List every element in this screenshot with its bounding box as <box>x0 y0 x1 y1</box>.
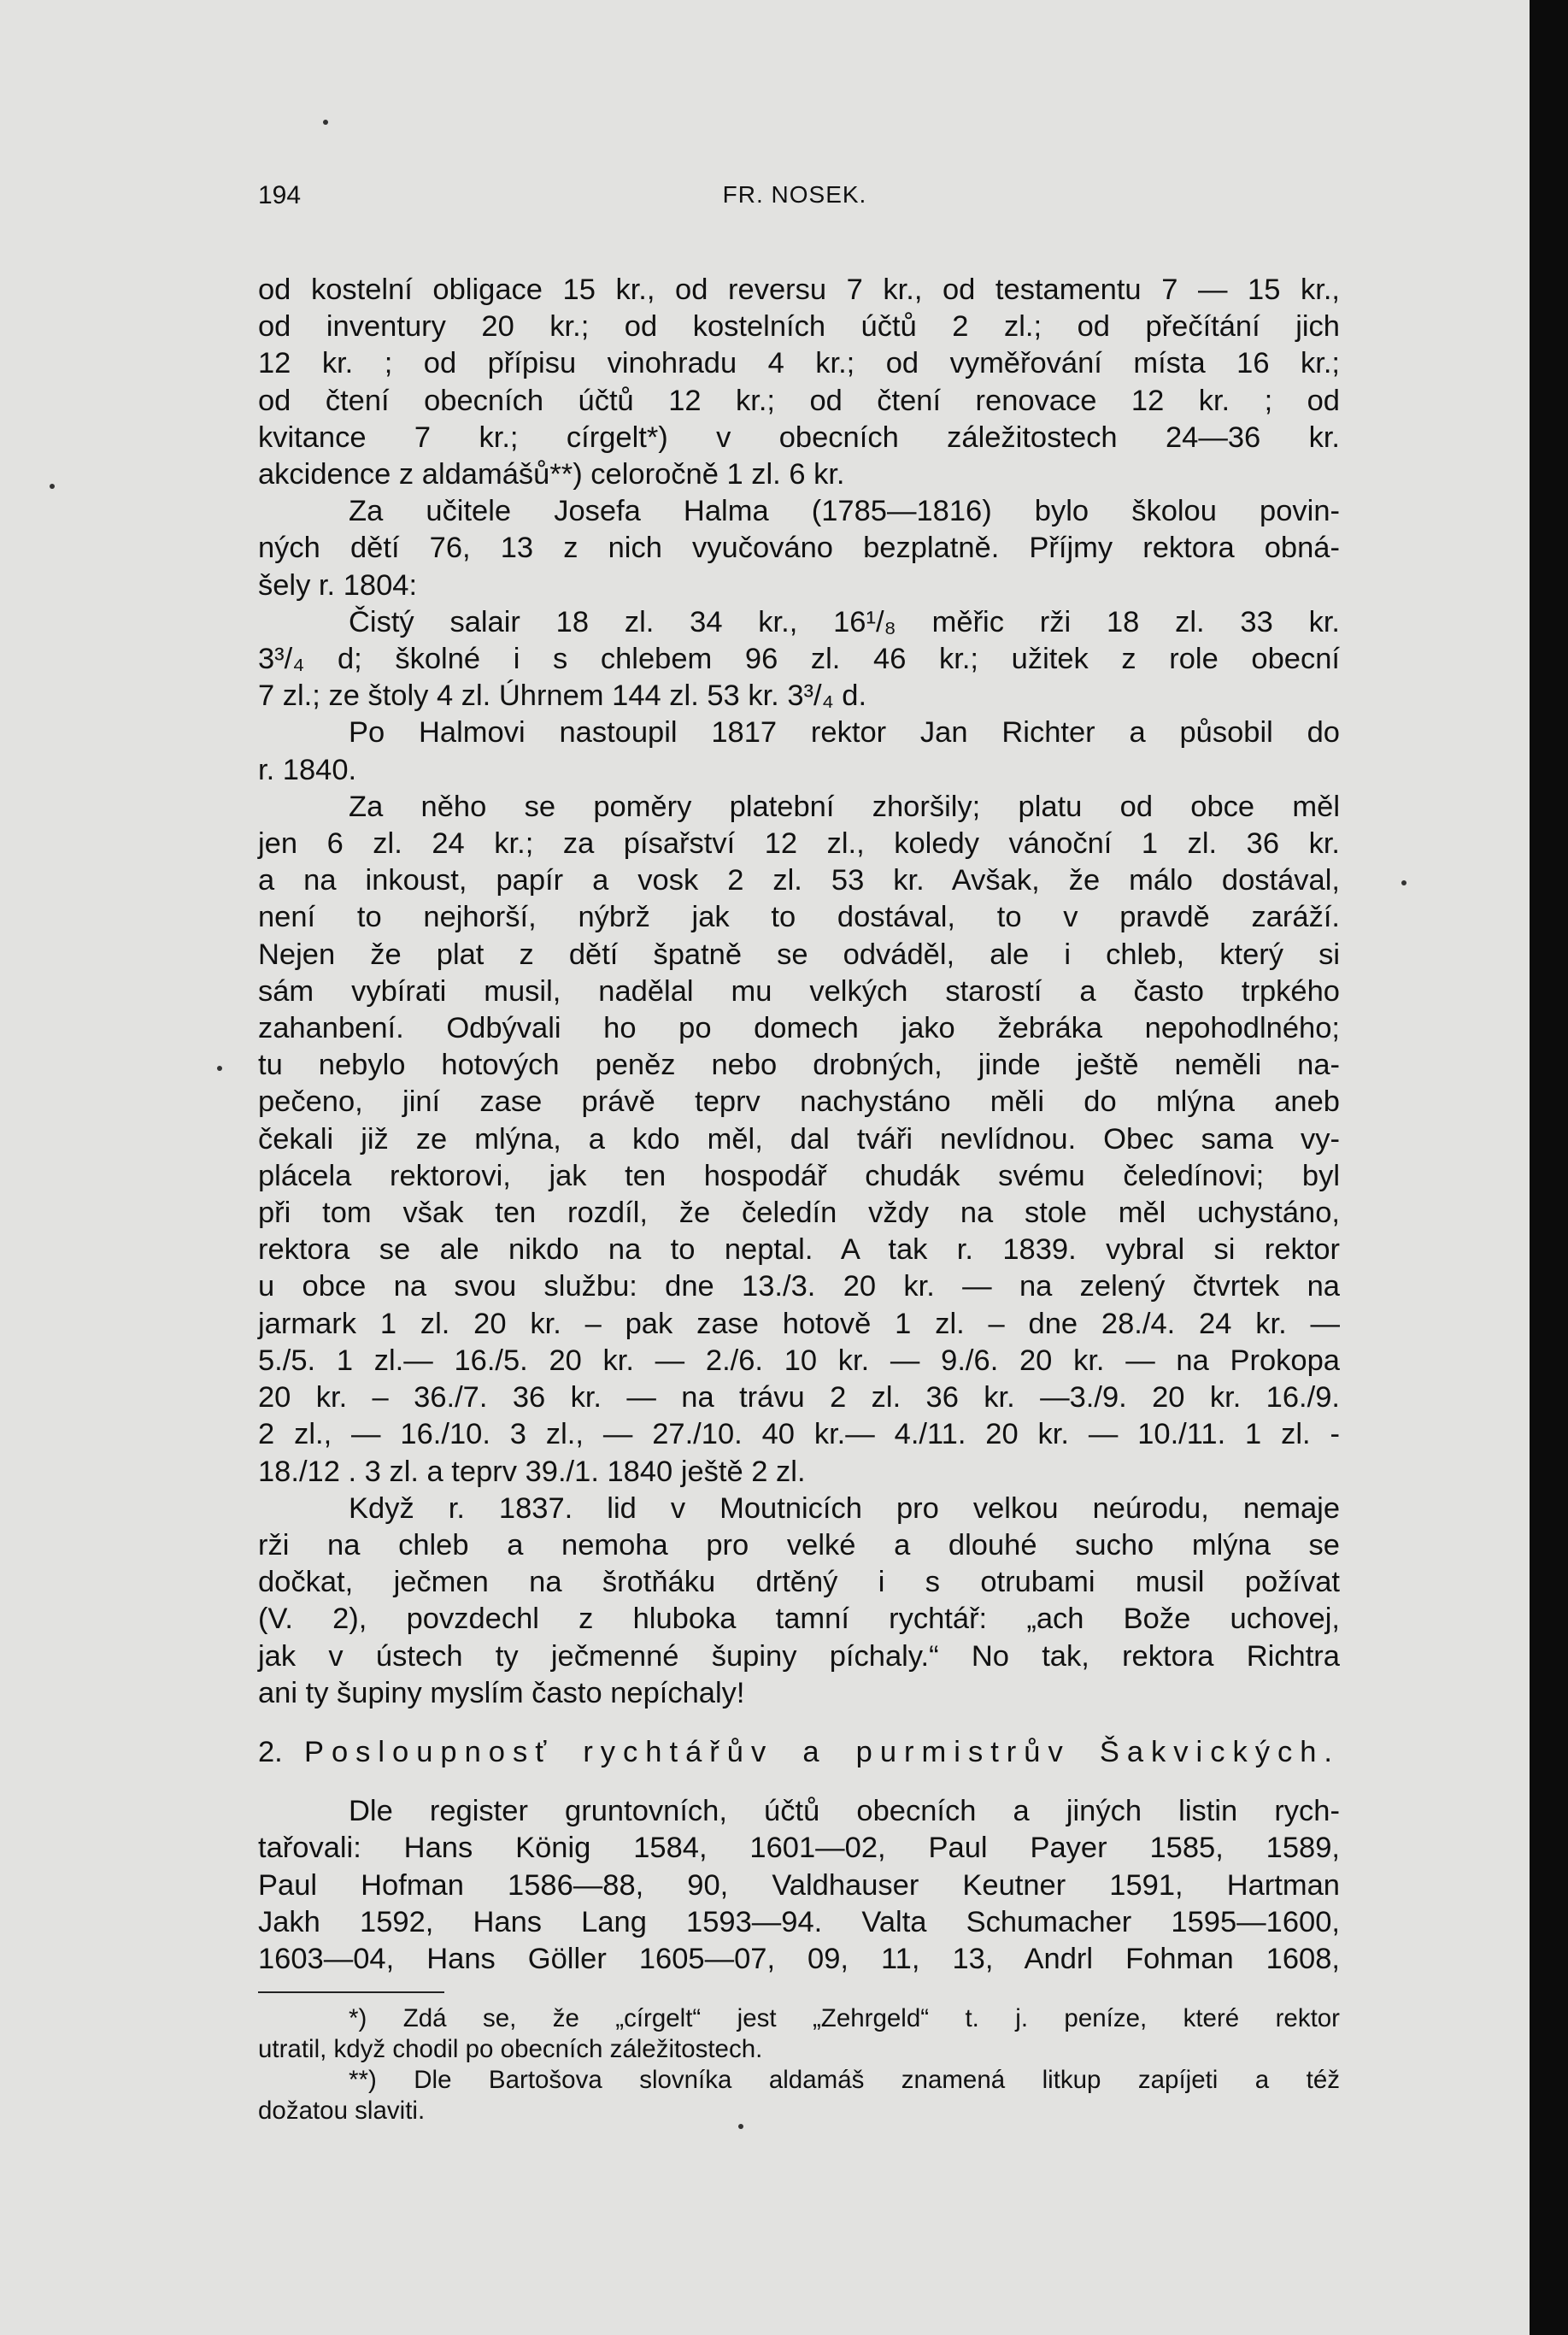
text-line: zahanbení. Odbývali ho po domech jako žebráka nepohodlného; <box>258 1012 1340 1045</box>
text-line: Za učitele Josefa Halma (1785—1816) bylo školou povin- <box>349 495 1340 528</box>
text-line: od čtení obecních účtů 12 kr.; od čtení renovace 12 kr. ; od <box>258 384 1340 417</box>
text-line: Paul Hofman 1586—88, 90, Valdhauser Keutner 1591, Hartman <box>258 1868 1340 1902</box>
text-line: Čistý salair 18 zl. 34 kr., 16¹/₈ měřic rži 18 zl. 33 kr. <box>349 605 1340 638</box>
text-line: dočkat, ječmen na šrotňáku drtěný i s otrubami musil požívat <box>258 1566 1340 1599</box>
text-line: (V. 2), povzdechl z hluboka tamní rychtář: „ach Bože uchovej, <box>258 1603 1340 1636</box>
section-heading <box>258 1734 1340 1771</box>
page-header <box>258 181 1331 215</box>
text-line: jak v ústech ty ječmenné šupiny píchaly.“ No tak, rektora Richtra <box>258 1639 1340 1673</box>
text-line: tařovali: Hans König 1584, 1601—02, Paul Payer 1585, 1589, <box>258 1832 1340 1865</box>
text-line: akcidence z aldamášů**) celoročně 1 zl. 6 kr. <box>258 458 845 491</box>
text-line: u obce na svou službu: dne 13./3. 20 kr. — na zelený čtvrtek na <box>258 1270 1340 1303</box>
text-line: ani ty šupiny myslím často nepíchaly! <box>258 1676 745 1709</box>
text-line: 12 kr. ; od přípisu vinohradu 4 kr.; od vyměřování místa 16 kr.; <box>258 347 1340 380</box>
body-text <box>258 272 1340 2126</box>
scan-dark-edge <box>1530 0 1568 2335</box>
text-line: tu nebylo hotových peněz nebo drobných, jinde ještě neměli na- <box>258 1049 1340 1082</box>
text-line: a na inkoust, papír a vosk 2 zl. 53 kr. Avšak, že málo dostával, <box>258 864 1340 897</box>
text-line: Když r. 1837. lid v Moutnicích pro velkou neúrodu, nemaje <box>349 1491 1340 1525</box>
running-title: FR. NOSEK. <box>722 181 867 208</box>
footnotes <box>258 2003 1340 2126</box>
text-line: jarmark 1 zl. 20 kr. – pak zase hotově 1 zl. – dne 28./4. 24 kr. — <box>258 1307 1340 1340</box>
text-line: 1603—04, Hans Göller 1605—07, 09, 11, 13, Andrl Fohman 1608, <box>258 1942 1340 1975</box>
text-line: Dle register gruntovních, účtů obecních a jiných listin rych- <box>349 1795 1340 1828</box>
text-line: 5./5. 1 zl.— 16./5. 20 kr. — 2./6. 10 kr. — 9./6. 20 kr. — na Prokopa <box>258 1344 1340 1377</box>
text-line: šely r. 1804: <box>258 568 418 602</box>
footnote-line: *) Zdá se, že „círgelt“ jest „Zehrgeld“ t. j. peníze, které rektor <box>349 2004 1340 2033</box>
text-line: Jakh 1592, Hans Lang 1593—94. Valta Schumacher 1595—1600, <box>258 1905 1340 1938</box>
footnote-line: dožatou slaviti. <box>258 2097 426 2126</box>
text-line: pečeno, jiní zase právě teprv nachystáno měli do mlýna aneb <box>258 1085 1340 1119</box>
text-line: 20 kr. – 36./7. 36 kr. — na trávu 2 zl. 36 kr. —3./9. 20 kr. 16./9. <box>258 1381 1340 1415</box>
text-line: Po Halmovi nastoupil 1817 rektor Jan Richter a působil do <box>349 716 1340 750</box>
scan-speck <box>323 120 328 125</box>
text-line: není to nejhorší, nýbrž jak to dostával, to v pravdě zaráží. <box>258 901 1340 934</box>
footnote-line: utratil, když chodil po obecních záležitostech. <box>258 2035 763 2064</box>
text-line: ných dětí 76, 13 z nich vyučováno bezplatně. Příjmy rektora obná- <box>258 532 1340 565</box>
text-line: 3³/₄ d; školné i s chlebem 96 zl. 46 kr.; užitek z role obecní <box>258 643 1340 676</box>
text-line: 7 zl.; ze štoly 4 zl. Úhrnem 144 zl. 53 kr. 3³/₄ d. <box>258 679 867 713</box>
scan-speck <box>738 2124 743 2129</box>
text-line: 2 zl., — 16./10. 3 zl., — 27./10. 40 kr.— 4./11. 20 kr. — 10./11. 1 zl. - <box>258 1418 1340 1451</box>
text-line: čekali již ze mlýna, a kdo měl, dal tváři nevlídnou. Obec sama vy- <box>258 1122 1340 1156</box>
text-line: plácela rektorovi, jak ten hospodář chudák svému čeledínovi; byl <box>258 1159 1340 1192</box>
footnote-line: **) Dle Bartošova slovníka aldamáš znamená litkup zapíjeti a též <box>349 2066 1340 2095</box>
text-line: r. 1840. <box>258 753 357 786</box>
scan-speck <box>217 1066 222 1071</box>
section-heading-number: 2. <box>258 1735 283 1768</box>
text-line: 18./12 . 3 zl. a teprv 39./1. 1840 ještě 2 zl. <box>258 1455 806 1488</box>
text-line: rži na chleb a nemoha pro velké a dlouhé sucho mlýna se <box>258 1528 1340 1562</box>
page-number: 194 <box>258 181 302 209</box>
footnote-divider <box>258 1991 444 1993</box>
scan-speck <box>50 484 55 489</box>
text-line: kvitance 7 kr.; círgelt*) v obecních záležitostech 24—36 kr. <box>258 421 1340 454</box>
section-heading-title: Posloupnosť rychtářův a purmistrův Šakvických. <box>303 1735 1340 1768</box>
text-line: rektora se ale nikdo na to neptal. A tak r. 1839. vybral si rektor <box>258 1233 1340 1267</box>
text-line: při tom však ten rozdíl, že čeledín vždy na stole měl uchystáno, <box>258 1197 1340 1230</box>
text-line: sám vybírati musil, nadělal mu velkých starostí a často trpkého <box>258 974 1340 1008</box>
text-line: jen 6 zl. 24 kr.; za písařství 12 zl., koledy vánoční 1 zl. 36 kr. <box>258 827 1340 861</box>
text-line: od inventury 20 kr.; od kostelních účtů 2 zl.; od přečítání jich <box>258 310 1340 344</box>
scan-speck <box>1401 880 1407 885</box>
text-line: Nejen že plat z dětí špatně se odváděl, ale i chleb, který si <box>258 938 1340 971</box>
text-line: od kostelní obligace 15 kr., od reversu 7 kr., od testamentu 7 — 15 kr., <box>258 273 1340 306</box>
text-line: Za něho se poměry platební zhoršily; platu od obce měl <box>349 790 1340 823</box>
